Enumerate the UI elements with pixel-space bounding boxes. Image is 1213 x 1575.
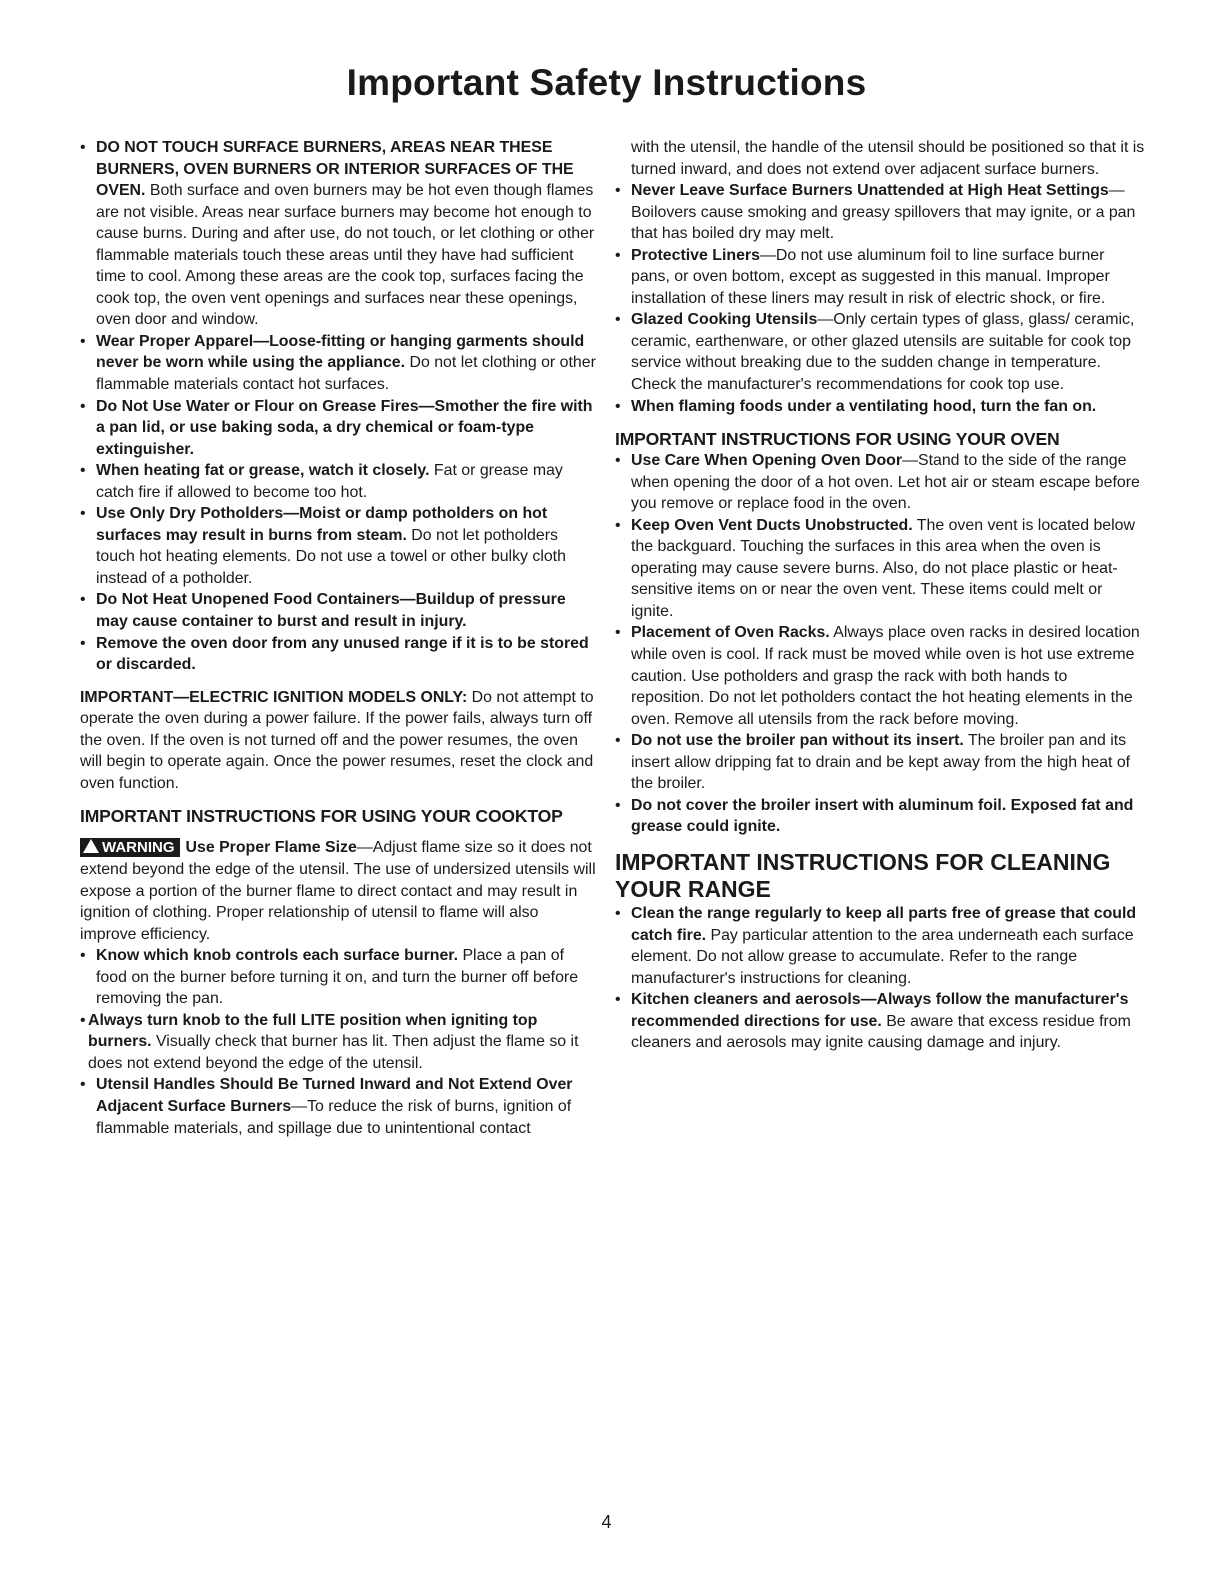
item-text: Both surface and oven burners may be hot even though flames are not visible. Areas near surface burners may become hot enough to cause burns. During and after use, do not touch, or let clothing or other flammable materials touch these areas until they have had sufficient time to cool. Among these areas are the cook top, surfaces facing the cook top, the oven vent openings and surfaces near these openings, oven door and window.: [96, 182, 595, 329]
item-text: —Stand to the side of the range when opening the door of a hot oven. Let hot air or steam escape before you remove or replace food in the oven.: [631, 452, 1140, 513]
item-bold: Protective Liners: [631, 246, 760, 264]
item-text: —Only certain types of glass, glass/ ceramic, ceramic, earthenware, or other glazed utensils are suitable for cook top service without breaking due to the sudden change in temperature. Check the manufacturer's recommendations for cook top use.: [631, 311, 1135, 394]
list-item: [80, 589, 597, 632]
bullet: •: [80, 1011, 86, 1029]
list-item: [80, 633, 597, 676]
spacer: [615, 838, 1145, 849]
bullet: •: [615, 452, 621, 470]
warning-triangle-icon: [83, 839, 99, 853]
list-item: [615, 795, 1145, 838]
item-bold: Clean the range regularly to keep all parts free of grease that could catch fire.: [631, 904, 1137, 944]
bullet: •: [80, 139, 86, 156]
item-bold: When flaming foods under a ventilating hood, turn the fan on.: [631, 397, 1097, 415]
list-item: [80, 137, 597, 331]
bullet: •: [615, 397, 621, 415]
bullet: •: [80, 1076, 86, 1094]
item-bold: Remove the oven door from any unused range if it is to be stored or discarded.: [96, 634, 589, 674]
list-item: [615, 309, 1145, 395]
spacer: [80, 827, 597, 837]
bullet: •: [615, 732, 621, 750]
item-bold: When heating fat or grease, watch it closely.: [96, 462, 430, 480]
item-bold: Keep Oven Vent Ducts Unobstructed.: [631, 516, 913, 534]
cooktop-heading: IMPORTANT INSTRUCTIONS FOR USING YOUR COOKTOP: [80, 806, 563, 827]
list-item: [80, 460, 597, 503]
item-text: The oven vent is located below the backguard. Touching the surfaces in this area when the oven is operating may cause severe burns. Also, do not place plastic or heat-sensitive items on or near the oven vent. These items could melt or ignite.: [631, 516, 1135, 620]
bullet: •: [80, 332, 86, 350]
list-item: [615, 515, 1145, 623]
bullet: •: [80, 947, 86, 965]
list-item: [80, 396, 597, 461]
bullet: •: [615, 516, 621, 534]
item-bold: Know which knob controls each surface burner.: [96, 947, 459, 965]
spacer: [80, 676, 597, 687]
page-number: 4: [601, 1512, 612, 1532]
item-bold: Do not use the broiler pan without its insert.: [631, 732, 964, 750]
bullet: •: [80, 505, 86, 523]
item-bold: Use Only Dry Potholders—Moist or damp potholders on hot surfaces may result in burns from steam.: [96, 505, 548, 544]
note-bold: IMPORTANT—ELECTRIC IGNITION MODELS ONLY:: [80, 688, 468, 706]
list-item: [80, 1010, 597, 1075]
list-item: [615, 730, 1145, 795]
list-item: [615, 903, 1145, 989]
item-bold: DO NOT TOUCH SURFACE BURNERS, AREAS NEAR THESE BURNERS, OVEN BURNERS OR INTERIOR SURFACES OF THE OVEN.: [96, 139, 574, 200]
item-text: Be aware that excess residue from cleaners and aerosols may ignite causing damage and injury.: [631, 1012, 1131, 1052]
bullet: •: [80, 462, 86, 480]
item-text: Place a pan of food on the burner before turning it on, and turn the burner off before removing the pan.: [96, 947, 579, 1008]
bullet: •: [615, 624, 621, 642]
warning-bold: Use Proper Flame Size: [185, 839, 357, 857]
oven-heading: IMPORTANT INSTRUCTIONS FOR USING YOUR OVEN: [615, 429, 1060, 450]
item-bold: Placement of Oven Racks.: [631, 624, 830, 642]
electric-ignition-note: [80, 687, 597, 795]
bullet: •: [615, 904, 621, 922]
list-item: [615, 622, 1145, 730]
list-item: [615, 396, 1145, 418]
list-item: [80, 945, 597, 1010]
item-bold: Glazed Cooking Utensils: [631, 311, 818, 329]
item-text: Do not let potholders touch hot heating elements. Do not use a towel or other bulky cloth instead of a potholder.: [96, 526, 566, 587]
item-text: Always place oven racks in desired location while oven is cool. If rack must be moved while oven is hot use extreme caution. Use potholders and grasp the rack with both hands to reposition. Do not let potholders contact the hot heating elements in the oven. Remove all utensils from the rack before moving.: [631, 624, 1140, 728]
list-item: [80, 331, 597, 396]
list-item: [80, 1074, 597, 1139]
item-bold: Kitchen cleaners and aerosols—Always follow the manufacturer's recommended directions for use.: [631, 991, 1129, 1030]
bullet: •: [615, 311, 621, 329]
item-text: with the utensil, the handle of the utensil should be positioned so that it is turned inward, and does not extend over adjacent surface burners.: [631, 139, 1145, 178]
bullet: •: [80, 634, 86, 652]
warning-paragraph: [80, 837, 597, 945]
list-item: [80, 503, 597, 589]
list-item: [615, 450, 1145, 515]
item-bold: Use Care When Opening Oven Door: [631, 452, 903, 470]
item-bold: Do Not Use Water or Flour on Grease Fires—Smother the fire with a pan lid, or use baking soda, a dry chemical or foam-type extinguisher.: [96, 397, 593, 458]
item-bold: Do not cover the broiler insert with aluminum foil. Exposed fat and grease could ignite.: [631, 796, 1134, 836]
warning-label: WARNING: [102, 839, 175, 857]
item-text: The broiler pan and its insert allow dripping fat to drain and be kept away from the high heat of the broiler.: [631, 732, 1131, 793]
item-text: —Boilovers cause smoking and greasy spillovers that may ignite, or a pan that has boiled dry may melt.: [631, 182, 1136, 243]
item-bold: Wear Proper Apparel—Loose-fitting or hanging garments should never be worn while using the appliance.: [96, 332, 585, 372]
item-bold: Utensil Handles Should Be Turned Inward and Not Extend Over Adjacent Surface Burners: [96, 1076, 573, 1115]
list-item: [615, 989, 1145, 1054]
spacer: [615, 417, 1145, 428]
item-text: —Do not use aluminum foil to line surface burner pans, or oven bottom, except as suggested in this manual. Improper installation of these liners may result in risk of electric shock, or fire.: [631, 246, 1110, 307]
warning-badge: [80, 838, 180, 857]
item-text: Pay particular attention to the area underneath each surface element. Do not allow grease to accumulate. Refer to the range manufacturer's instructions for cleaning.: [631, 926, 1134, 987]
list-item-continued: [615, 137, 1145, 180]
list-item: [615, 180, 1145, 245]
item-text: Fat or grease may catch fire if allowed to become too hot.: [96, 462, 563, 501]
item-text: Do not let clothing or other flammable materials contact hot surfaces.: [96, 354, 596, 394]
left-column: [80, 137, 597, 1139]
bullet: •: [615, 246, 621, 264]
note-text: Do not attempt to operate the oven during a power failure. If the power fails, always turn off the oven. If the oven is not turned off and the power resumes, the oven will begin to operate again. Once the power resumes, reset the clock and oven function.: [80, 688, 594, 792]
bullet: •: [80, 591, 86, 609]
bullet: •: [615, 182, 621, 200]
item-bold: Do Not Heat Unopened Food Containers—Buildup of pressure may cause container to burst and result in injury.: [96, 591, 566, 631]
warning-text: —Adjust flame size so it does not extend beyond the edge of the utensil. The use of undersized utensils will expose a portion of the burner flame to direct contact and may result in ignition of clothing. Proper relationship of utensil to flame will also improve efficiency.: [80, 839, 596, 943]
bullet: •: [615, 991, 621, 1009]
item-bold: Always turn knob to the full LITE position when igniting top burners.: [88, 1011, 538, 1051]
bullet: •: [615, 796, 621, 814]
cleaning-heading: IMPORTANT INSTRUCTIONS FOR CLEANING YOUR RANGE: [615, 848, 1111, 902]
bullet: •: [80, 397, 86, 415]
item-text: —To reduce the risk of burns, ignition of flammable materials, and spillage due to unintentional contact: [96, 1097, 572, 1137]
item-text: Visually check that burner has lit. Then adjust the flame so it does not extend beyond the edge of the utensil.: [88, 1033, 579, 1072]
page-title: Important Safety Instructions: [346, 62, 867, 103]
item-bold: Never Leave Surface Burners Unattended at High Heat Settings: [631, 182, 1109, 200]
list-item: [615, 245, 1145, 310]
spacer: [80, 794, 597, 805]
right-column: [615, 137, 1145, 1054]
